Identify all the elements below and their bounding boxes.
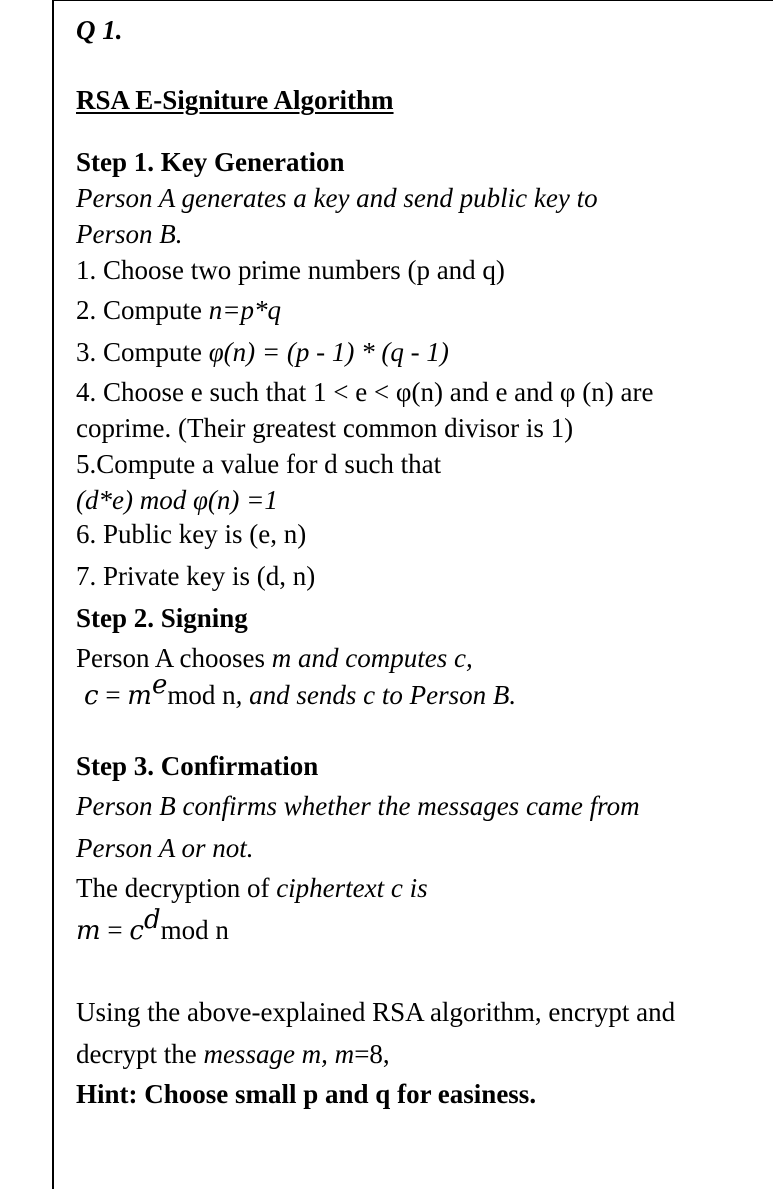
step1-item3 <box>76 336 449 368</box>
task-line1: Using the above-explained RSA algorithm, encrypt and <box>76 997 676 1027</box>
eq3-equals: = <box>100 915 130 945</box>
eq3-mod: mod n <box>160 915 229 945</box>
question-label: Q 1. <box>76 15 123 45</box>
step1-item6: 6. Public key is (e, n) <box>76 519 307 549</box>
eq-exp: e <box>151 670 168 700</box>
step2-text <box>76 642 473 674</box>
step1-item5-formula: (d*e) mod φ(n) =1 <box>76 485 278 515</box>
eq-mod: mod n <box>167 680 236 710</box>
task-line2 <box>76 1038 390 1070</box>
step3-intro-line2: Person A or not. <box>76 833 254 863</box>
step3-heading: Step 3. Confirmation <box>76 751 319 781</box>
step2-text-italic: m and computes c, <box>271 643 473 673</box>
step3-equation <box>76 905 229 947</box>
step2-heading: Step 2. Signing <box>76 603 248 633</box>
step1-item1: 1. Choose two prime numbers (p and q) <box>76 255 505 285</box>
step3-intro-line1: Person B confirms whether the messages came from <box>76 791 640 821</box>
step1-intro-line2: Person B. <box>76 219 183 249</box>
eq-m: m <box>127 681 152 711</box>
step2-text-prefix: Person A chooses <box>76 643 272 673</box>
step3-decrypt-text <box>76 872 428 904</box>
eq3-c: c <box>129 916 144 946</box>
decrypt-prefix: The decryption of <box>76 873 277 903</box>
eq-suffix: , and sends c to Person B. <box>235 680 517 710</box>
step1-item4-line2: coprime. (Their greatest common divisor is 1) <box>76 413 574 443</box>
eq-equals: = <box>98 680 128 710</box>
step1-item5-line1: 5.Compute a value for d such that <box>76 449 442 479</box>
item2-prefix: 2. Compute <box>76 295 209 325</box>
eq3-exp: d <box>143 905 161 935</box>
eq-c: c <box>84 681 99 711</box>
step1-intro-line1: Person A generates a key and send public key to <box>76 183 598 213</box>
step1-heading: Step 1. Key Generation <box>76 147 345 177</box>
step1-item7: 7. Private key is (d, n) <box>76 561 316 591</box>
step1-item2 <box>76 294 281 326</box>
step2-equation <box>84 670 517 712</box>
task-line2-suffix: =8, <box>354 1039 390 1069</box>
title: RSA E-Signiture Algorithm <box>76 85 394 115</box>
item3-formula: φ(n) = (p - 1) * (q - 1) <box>208 337 449 367</box>
eq3-m: m <box>76 916 101 946</box>
item2-formula: n=p*q <box>208 295 281 325</box>
step1-item4-line1: 4. Choose e such that 1 < e < φ(n) and e and φ (n) are <box>76 377 654 407</box>
task-line2-prefix: decrypt the <box>76 1039 204 1069</box>
decrypt-italic: ciphertext c is <box>276 873 428 903</box>
hint: Hint: Choose small p and q for easiness. <box>76 1079 537 1109</box>
item3-prefix: 3. Compute <box>76 337 209 367</box>
task-line2-italic: message m, m <box>203 1039 355 1069</box>
